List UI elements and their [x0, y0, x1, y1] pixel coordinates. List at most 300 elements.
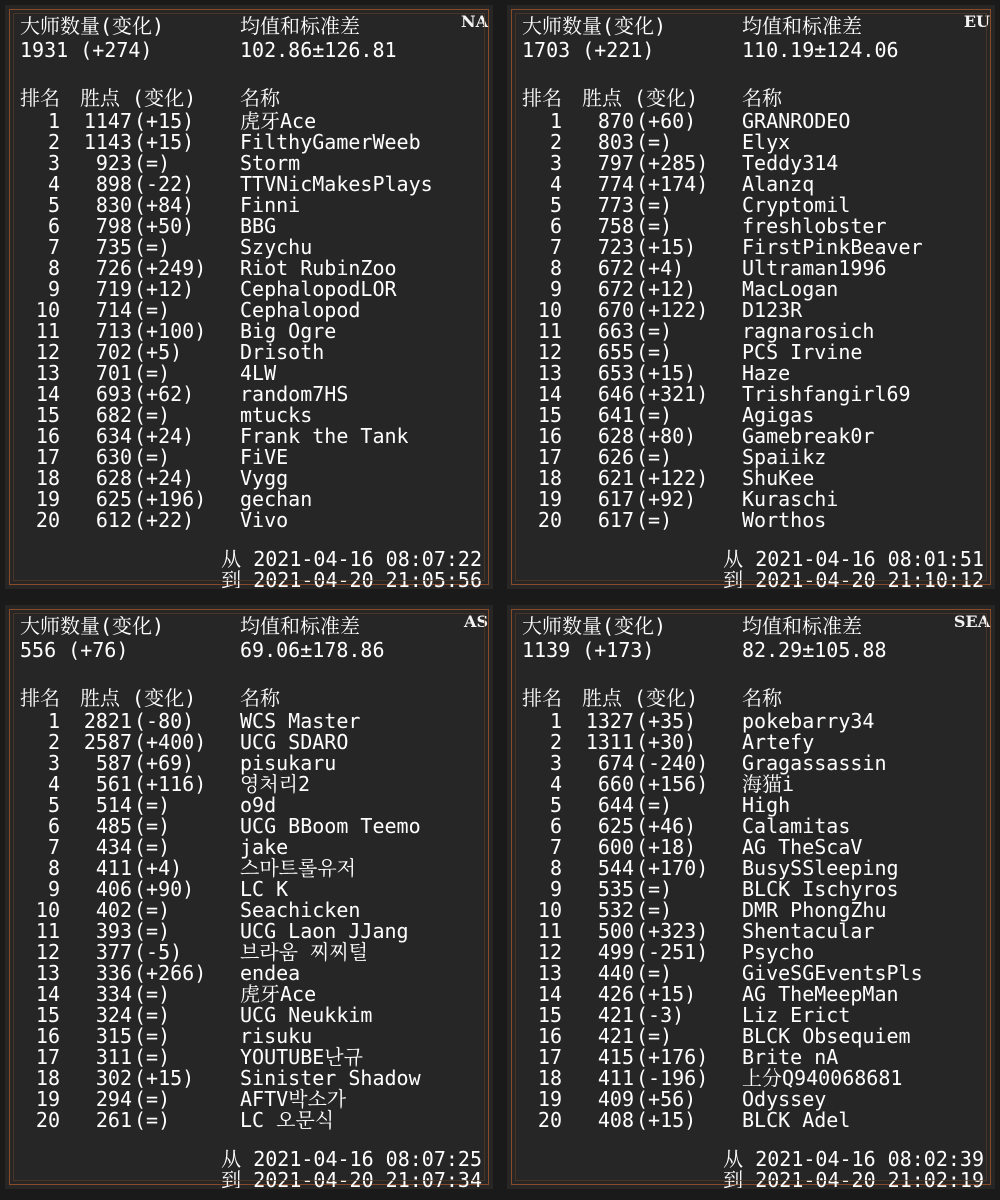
rank-cell: 4	[549, 172, 562, 196]
change-cell: (+90)	[134, 877, 195, 901]
player-name-cell: Seachicken	[240, 898, 361, 922]
player-name-cell: random7HS	[240, 382, 349, 406]
player-name-cell: UCG SDARO	[240, 730, 349, 754]
table-row	[6, 489, 492, 510]
rank-cell: 3	[549, 151, 562, 175]
to-time: 2021-04-20 21:10:12	[755, 568, 984, 588]
points-cell: 723	[597, 235, 634, 259]
points-cell: 1143	[83, 130, 132, 154]
rank-cell: 16	[537, 424, 562, 448]
table-row	[6, 468, 492, 489]
player-name-cell: Storm	[240, 151, 301, 175]
player-name-cell: 스마트롤유저	[240, 856, 356, 880]
change-cell: (=)	[134, 1003, 171, 1027]
points-cell: 646	[597, 382, 634, 406]
player-name-cell: CephalopodLOR	[240, 277, 397, 301]
from-time: 2021-04-16 08:02:39	[755, 1147, 984, 1171]
change-cell: (=)	[134, 814, 171, 838]
player-name-cell: Haze	[742, 361, 791, 385]
points-cell: 653	[597, 361, 634, 385]
points-cell: 411	[95, 856, 132, 880]
table-row	[6, 963, 492, 984]
table-row	[508, 711, 994, 732]
table-row	[508, 1089, 994, 1110]
column-header-rank: 排名	[522, 686, 562, 710]
points-cell: 773	[597, 193, 634, 217]
points-cell: 612	[95, 508, 132, 532]
points-cell: 1327	[585, 709, 634, 733]
ranking-list	[6, 711, 492, 1131]
player-name-cell: UCG BBoom Teemo	[240, 814, 421, 838]
points-cell: 660	[597, 772, 634, 796]
table-row	[6, 216, 492, 237]
change-cell: (=)	[134, 151, 171, 175]
change-cell: (+321)	[636, 382, 709, 406]
rank-cell: 19	[537, 1087, 562, 1111]
table-row	[508, 153, 994, 174]
leaderboard-panel-na	[6, 6, 492, 588]
points-cell: 514	[95, 793, 132, 817]
rank-cell: 10	[537, 898, 562, 922]
rank-cell: 11	[35, 319, 60, 343]
player-name-cell: Big Ogre	[240, 319, 337, 343]
change-cell: (=)	[636, 877, 673, 901]
table-row	[6, 153, 492, 174]
from-label: 从	[221, 1147, 242, 1171]
player-name-cell: Psycho	[742, 940, 815, 964]
rank-cell: 8	[549, 856, 562, 880]
points-cell: 1147	[83, 109, 132, 133]
table-row	[508, 858, 994, 879]
player-name-cell: Szychu	[240, 235, 313, 259]
points-cell: 302	[95, 1066, 132, 1090]
table-row	[508, 795, 994, 816]
player-name-cell: Odyssey	[742, 1087, 827, 1111]
player-name-cell: UCG Neukkim	[240, 1003, 373, 1027]
rank-cell: 9	[549, 877, 562, 901]
table-row	[6, 921, 492, 942]
mean-std-value: 69.06±178.86	[240, 638, 385, 662]
rank-cell: 15	[35, 403, 60, 427]
player-name-cell: 브라움 찌찌털	[240, 940, 368, 964]
from-label: 从	[221, 547, 242, 571]
change-cell: (=)	[134, 919, 171, 943]
table-row	[6, 300, 492, 321]
points-cell: 499	[597, 940, 634, 964]
masters-count-label: 大师数量(变化)	[20, 614, 165, 638]
table-row	[508, 405, 994, 426]
points-cell: 1311	[585, 730, 634, 754]
player-name-cell: D123R	[742, 298, 803, 322]
points-cell: 587	[95, 751, 132, 775]
rank-cell: 7	[47, 835, 60, 859]
table-row	[508, 1005, 994, 1026]
table-row	[6, 753, 492, 774]
rank-cell: 9	[549, 277, 562, 301]
leaderboard-panel-sea	[508, 606, 994, 1188]
points-cell: 532	[597, 898, 634, 922]
rank-cell: 6	[47, 214, 60, 238]
table-row	[508, 1068, 994, 1089]
player-name-cell: WCS Master	[240, 709, 361, 733]
rank-cell: 1	[549, 109, 562, 133]
change-cell: (+285)	[636, 151, 709, 175]
player-name-cell: BusySSleeping	[742, 856, 899, 880]
player-name-cell: LC 오문식	[240, 1108, 335, 1132]
table-row	[6, 384, 492, 405]
rank-cell: 2	[47, 730, 60, 754]
mean-std-value: 82.29±105.88	[742, 638, 887, 662]
player-name-cell: 영처리2	[240, 772, 311, 796]
to-time: 2021-04-20 21:07:34	[253, 1168, 482, 1188]
rank-cell: 8	[549, 256, 562, 280]
change-cell: (-3)	[636, 1003, 685, 1027]
points-cell: 923	[95, 151, 132, 175]
change-cell: (+92)	[636, 487, 697, 511]
to-label: 到	[221, 1168, 242, 1188]
from-timestamp	[221, 548, 482, 570]
player-name-cell: Alanzq	[742, 172, 815, 196]
table-row	[508, 963, 994, 984]
player-name-cell: Cryptomil	[742, 193, 851, 217]
points-cell: 409	[597, 1087, 634, 1111]
mean-std-label: 均值和标准差	[240, 614, 360, 638]
column-header-name: 名称	[742, 86, 782, 110]
change-cell: (+323)	[636, 919, 709, 943]
player-name-cell: Calamitas	[742, 814, 851, 838]
column-header-name: 名称	[240, 86, 280, 110]
change-cell: (=)	[134, 1024, 171, 1048]
player-name-cell: risuku	[240, 1024, 313, 1048]
rank-cell: 20	[35, 508, 60, 532]
column-header-name: 名称	[240, 686, 280, 710]
rank-cell: 17	[35, 445, 60, 469]
change-cell: (+4)	[636, 256, 685, 280]
table-row	[6, 237, 492, 258]
rank-cell: 9	[47, 277, 60, 301]
points-cell: 421	[597, 1003, 634, 1027]
column-header-points: 胜点 (变化)	[582, 686, 699, 710]
rank-cell: 14	[537, 982, 562, 1006]
table-row	[508, 984, 994, 1005]
rank-cell: 12	[537, 340, 562, 364]
table-row	[6, 342, 492, 363]
change-cell: (+122)	[636, 298, 709, 322]
change-cell: (+174)	[636, 172, 709, 196]
table-row	[508, 447, 994, 468]
rank-cell: 11	[537, 319, 562, 343]
points-cell: 682	[95, 403, 132, 427]
masters-count-label: 大师数量(变化)	[20, 14, 165, 38]
table-row	[6, 1068, 492, 1089]
player-name-cell: Shentacular	[742, 919, 875, 943]
change-cell: (+84)	[134, 193, 195, 217]
rank-cell: 19	[35, 487, 60, 511]
rank-cell: 15	[35, 1003, 60, 1027]
player-name-cell: Vygg	[240, 466, 289, 490]
points-cell: 426	[597, 982, 634, 1006]
points-cell: 434	[95, 835, 132, 859]
rank-cell: 14	[35, 982, 60, 1006]
from-time: 2021-04-16 08:07:25	[253, 1147, 482, 1171]
change-cell: (=)	[636, 898, 673, 922]
change-cell: (+15)	[134, 1066, 195, 1090]
player-name-cell: ShuKee	[742, 466, 815, 490]
column-header-rank: 排名	[522, 86, 562, 110]
rank-cell: 6	[549, 214, 562, 238]
column-header-points: 胜点 (变化)	[582, 86, 699, 110]
player-name-cell: FilthyGamerWeeb	[240, 130, 421, 154]
player-name-cell: Agigas	[742, 403, 815, 427]
player-name-cell: Artefy	[742, 730, 815, 754]
table-row	[6, 837, 492, 858]
rank-cell: 2	[47, 130, 60, 154]
from-time: 2021-04-16 08:01:51	[755, 547, 984, 571]
player-name-cell: jake	[240, 835, 289, 859]
points-cell: 408	[597, 1108, 634, 1132]
table-row	[508, 1047, 994, 1068]
points-cell: 774	[597, 172, 634, 196]
table-row	[6, 447, 492, 468]
rank-cell: 13	[537, 961, 562, 985]
change-cell: (-22)	[134, 172, 195, 196]
change-cell: (+100)	[134, 319, 207, 343]
change-cell: (=)	[134, 1045, 171, 1069]
change-cell: (+18)	[636, 835, 697, 859]
points-cell: 798	[95, 214, 132, 238]
rank-cell: 14	[537, 382, 562, 406]
table-row	[508, 426, 994, 447]
player-name-cell: pisukaru	[240, 751, 337, 775]
player-name-cell: AG TheMeepMan	[742, 982, 899, 1006]
player-name-cell: mtucks	[240, 403, 313, 427]
table-row	[508, 732, 994, 753]
table-row	[508, 921, 994, 942]
points-cell: 315	[95, 1024, 132, 1048]
change-cell: (+122)	[636, 466, 709, 490]
points-cell: 830	[95, 193, 132, 217]
points-cell: 674	[597, 751, 634, 775]
player-name-cell: endea	[240, 961, 301, 985]
change-cell: (=)	[134, 235, 171, 259]
change-cell: (+62)	[134, 382, 195, 406]
change-cell: (+156)	[636, 772, 709, 796]
rank-cell: 2	[549, 730, 562, 754]
rank-cell: 11	[537, 919, 562, 943]
table-row	[508, 216, 994, 237]
points-cell: 672	[597, 256, 634, 280]
mean-std-value: 110.19±124.06	[742, 38, 899, 62]
table-row	[508, 300, 994, 321]
change-cell: (+170)	[636, 856, 709, 880]
table-row	[508, 942, 994, 963]
change-cell: (+400)	[134, 730, 207, 754]
player-name-cell: Worthos	[742, 508, 827, 532]
points-cell: 634	[95, 424, 132, 448]
table-row	[508, 321, 994, 342]
points-cell: 870	[597, 109, 634, 133]
change-cell: (+15)	[134, 109, 195, 133]
points-cell: 294	[95, 1087, 132, 1111]
from-label: 从	[723, 547, 744, 571]
player-name-cell: TTVNicMakesPlays	[240, 172, 433, 196]
leaderboard-panel-eu	[508, 6, 994, 588]
points-cell: 324	[95, 1003, 132, 1027]
table-row	[508, 342, 994, 363]
rank-cell: 2	[549, 130, 562, 154]
table-row	[508, 195, 994, 216]
rank-cell: 7	[549, 835, 562, 859]
table-row	[6, 258, 492, 279]
rank-cell: 4	[549, 772, 562, 796]
rank-cell: 7	[47, 235, 60, 259]
points-cell: 626	[597, 445, 634, 469]
rank-cell: 9	[47, 877, 60, 901]
change-cell: (+50)	[134, 214, 195, 238]
player-name-cell: Kuraschi	[742, 487, 839, 511]
player-name-cell: DMR PhongZhu	[742, 898, 887, 922]
change-cell: (=)	[636, 1024, 673, 1048]
table-row	[508, 174, 994, 195]
table-row	[6, 984, 492, 1005]
table-row	[6, 279, 492, 300]
rank-cell: 19	[537, 487, 562, 511]
points-cell: 898	[95, 172, 132, 196]
region-label: SEA	[953, 612, 990, 631]
points-cell: 628	[597, 424, 634, 448]
table-row	[6, 879, 492, 900]
player-name-cell: AFTV박소가	[240, 1087, 347, 1111]
mean-std-label: 均值和标准差	[742, 14, 862, 38]
points-cell: 393	[95, 919, 132, 943]
player-name-cell: BBG	[240, 214, 277, 238]
player-name-cell: UCG Laon JJang	[240, 919, 409, 943]
points-cell: 617	[597, 487, 634, 511]
to-time: 2021-04-20 21:05:56	[253, 568, 482, 588]
player-name-cell: 4LW	[240, 361, 277, 385]
player-name-cell: 虎牙Ace	[240, 982, 317, 1006]
points-cell: 641	[597, 403, 634, 427]
column-header-rank: 排名	[20, 686, 60, 710]
rank-cell: 13	[537, 361, 562, 385]
player-name-cell: o9d	[240, 793, 277, 817]
rank-cell: 15	[537, 403, 562, 427]
points-cell: 311	[95, 1045, 132, 1069]
player-name-cell: Spaiikz	[742, 445, 827, 469]
rank-cell: 19	[35, 1087, 60, 1111]
points-cell: 440	[597, 961, 634, 985]
points-cell: 421	[597, 1024, 634, 1048]
points-cell: 2587	[83, 730, 132, 754]
rank-cell: 18	[537, 1066, 562, 1090]
change-cell: (+24)	[134, 466, 195, 490]
player-name-cell: Finni	[240, 193, 301, 217]
points-cell: 655	[597, 340, 634, 364]
rank-cell: 3	[47, 151, 60, 175]
table-row	[508, 468, 994, 489]
table-row	[508, 258, 994, 279]
player-name-cell: ragnarosich	[742, 319, 875, 343]
points-cell: 735	[95, 235, 132, 259]
change-cell: (+116)	[134, 772, 207, 796]
change-cell: (+80)	[636, 424, 697, 448]
points-cell: 600	[597, 835, 634, 859]
to-timestamp	[221, 569, 482, 588]
masters-count-value: 556 (+76)	[20, 638, 129, 662]
rank-cell: 16	[537, 1024, 562, 1048]
table-row	[508, 1026, 994, 1047]
change-cell: (=)	[134, 1087, 171, 1111]
change-cell: (=)	[636, 445, 673, 469]
change-cell: (-80)	[134, 709, 195, 733]
change-cell: (=)	[636, 508, 673, 532]
rank-cell: 10	[35, 898, 60, 922]
change-cell: (-240)	[636, 751, 709, 775]
rank-cell: 12	[35, 340, 60, 364]
change-cell: (=)	[636, 961, 673, 985]
masters-count-label: 大师数量(变化)	[522, 614, 667, 638]
table-row	[508, 900, 994, 921]
player-name-cell: 虎牙Ace	[240, 109, 317, 133]
rank-cell: 5	[47, 793, 60, 817]
change-cell: (=)	[134, 835, 171, 859]
table-row	[508, 132, 994, 153]
rank-cell: 20	[537, 1108, 562, 1132]
to-label: 到	[723, 568, 744, 588]
table-row	[508, 837, 994, 858]
player-name-cell: Elyx	[742, 130, 791, 154]
column-header-points: 胜点 (变化)	[80, 86, 197, 110]
change-cell: (+69)	[134, 751, 195, 775]
points-cell: 2821	[83, 709, 132, 733]
table-row	[6, 426, 492, 447]
player-name-cell: Frank the Tank	[240, 424, 409, 448]
change-cell: (=)	[134, 403, 171, 427]
rank-cell: 18	[35, 466, 60, 490]
points-cell: 500	[597, 919, 634, 943]
table-row	[6, 1110, 492, 1131]
points-cell: 625	[597, 814, 634, 838]
table-row	[6, 405, 492, 426]
points-cell: 803	[597, 130, 634, 154]
change-cell: (-196)	[636, 1066, 709, 1090]
change-cell: (+266)	[134, 961, 207, 985]
table-row	[508, 753, 994, 774]
change-cell: (=)	[134, 1108, 171, 1132]
table-row	[508, 384, 994, 405]
change-cell: (+30)	[636, 730, 697, 754]
points-cell: 714	[95, 298, 132, 322]
table-row	[6, 711, 492, 732]
to-label: 到	[723, 1168, 744, 1188]
change-cell: (+60)	[636, 109, 697, 133]
change-cell: (+15)	[636, 982, 697, 1006]
table-row	[508, 279, 994, 300]
change-cell: (=)	[134, 298, 171, 322]
table-row	[6, 1026, 492, 1047]
rank-cell: 7	[549, 235, 562, 259]
change-cell: (+5)	[134, 340, 183, 364]
player-name-cell: Trishfangirl69	[742, 382, 911, 406]
table-row	[508, 1110, 994, 1131]
points-cell: 535	[597, 877, 634, 901]
player-name-cell: MacLogan	[742, 277, 839, 301]
change-cell: (=)	[636, 340, 673, 364]
change-cell: (=)	[134, 793, 171, 817]
player-name-cell: BLCK Adel	[742, 1108, 851, 1132]
player-name-cell: 上分Q940068681	[742, 1066, 903, 1090]
change-cell: (=)	[134, 361, 171, 385]
